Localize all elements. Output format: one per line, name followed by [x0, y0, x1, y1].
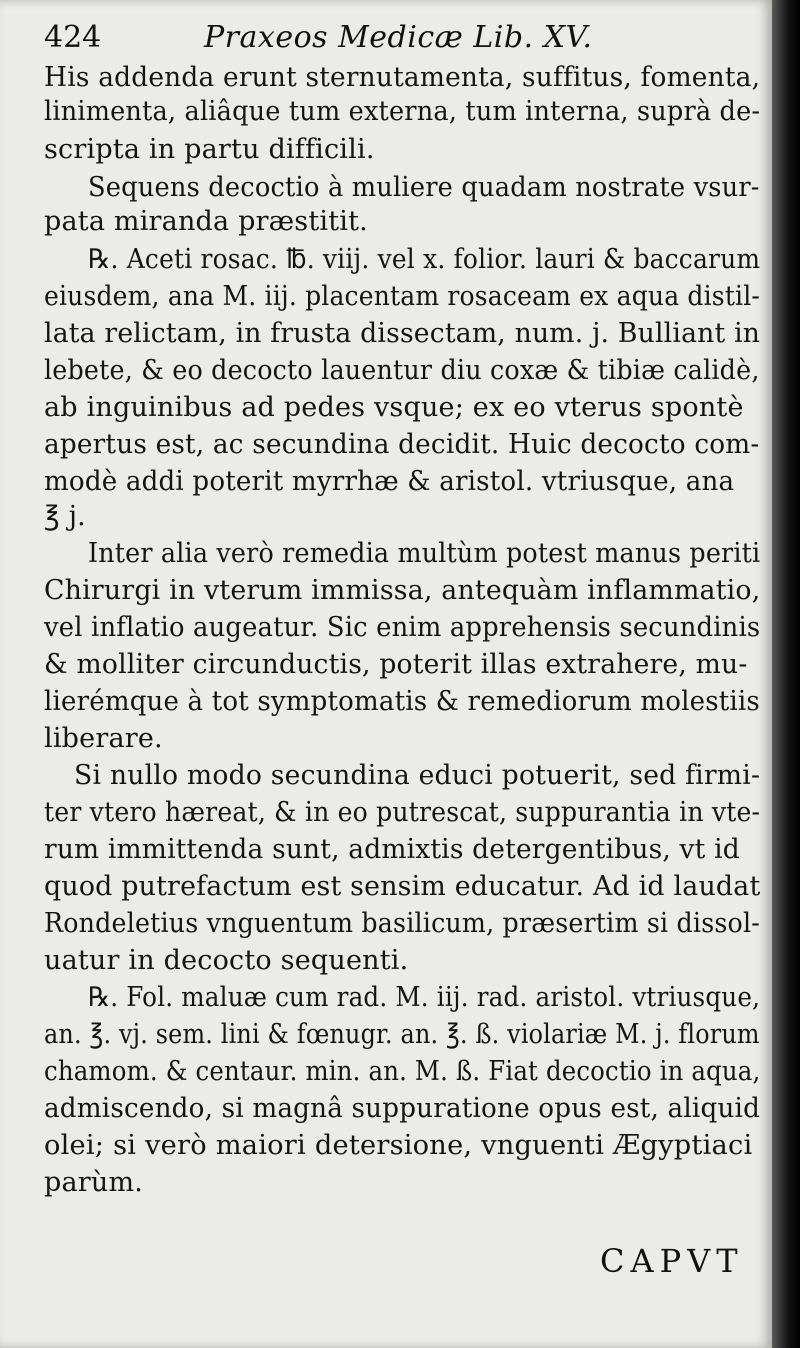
page-number: 424 — [44, 20, 102, 55]
text-line: Si nullo modo secundina educi potuerit, sed firmi- — [74, 760, 761, 791]
text-line: pata miranda præstitit. — [44, 206, 368, 237]
text-line: lierémque à tot symptomatis & remediorum molestiis — [44, 686, 760, 717]
text-line: vel inflatio augeatur. Sic enim apprehensis secundinis — [44, 612, 761, 643]
text-line: Sequens decoctio à muliere quadam nostrate vsur- — [88, 172, 760, 203]
text-line: quod putrefactum est sensim educatur. Ad id laudat — [44, 871, 761, 902]
text-line: ℥ j. — [44, 501, 86, 532]
text-line: apertus est, ac secundina decidit. Huic decocto com- — [44, 429, 760, 460]
text-line: ter vtero hæreat, & in eo putrescat, suppurantia in vte- — [44, 797, 761, 828]
text-line: admiscendo, si magnâ suppuratione opus est, aliquid — [44, 1093, 761, 1124]
text-line: an. ℥. vj. sem. lini & fœnugr. an. ℥. ß. violariæ M. j. florum — [44, 1019, 760, 1050]
text-line: scripta in partu difficili. — [44, 134, 375, 165]
text-line: uatur in decocto sequenti. — [44, 945, 409, 976]
catchword: CAPVT — [600, 1242, 744, 1280]
running-head: Praxeos Medicæ Lib. XV. — [204, 20, 593, 55]
book-spine — [772, 0, 800, 1348]
text-line: Rondeletius vnguentum basilicum, præsertim si dissol- — [44, 908, 760, 939]
text-line: ab inguinibus ad pedes vsque; ex eo vterus spontè — [44, 392, 744, 423]
page-header — [44, 20, 744, 60]
text-line: parùm. — [44, 1167, 144, 1198]
text-line: Inter alia verò remedia multùm potest manus periti — [88, 538, 761, 569]
text-line: & molliter circunductis, poterit illas extrahere, mu- — [44, 649, 748, 680]
text-line: His addenda erunt sternutamenta, suffitus, fomenta, — [44, 62, 761, 93]
text-line: linimenta, aliâque tum externa, tum interna, suprà de- — [44, 96, 761, 127]
text-line: ℞. Fol. maluæ cum rad. M. iij. rad. aristol. vtriusque, — [88, 982, 761, 1013]
text-line: lebete, & eo decocto lauentur diu coxæ & tibiæ calidè, — [44, 355, 760, 386]
text-line: lata relictam, in frusta dissectam, num. j. Bulliant in — [44, 318, 761, 349]
text-line: modè addi poterit myrrhæ & aristol. vtriusque, ana — [44, 466, 735, 497]
text-line: eiusdem, ana M. iij. placentam rosaceam ex aqua distil- — [44, 281, 761, 312]
text-line: rum immittenda sunt, admixtis detergentibus, vt id — [44, 834, 740, 865]
text-line: olei; si verò maiori detersione, vnguenti Ægyptiaci — [44, 1130, 753, 1161]
text-line: ℞. Aceti rosac. ℔. viij. vel x. folior. lauri & baccarum — [88, 244, 761, 275]
text-line: Chirurgi in vterum immissa, antequàm inflammatio, — [44, 575, 761, 606]
text-line: liberare. — [44, 723, 163, 754]
text-line: chamom. & centaur. min. an. M. ß. Fiat decoctio in aqua, — [44, 1056, 761, 1087]
